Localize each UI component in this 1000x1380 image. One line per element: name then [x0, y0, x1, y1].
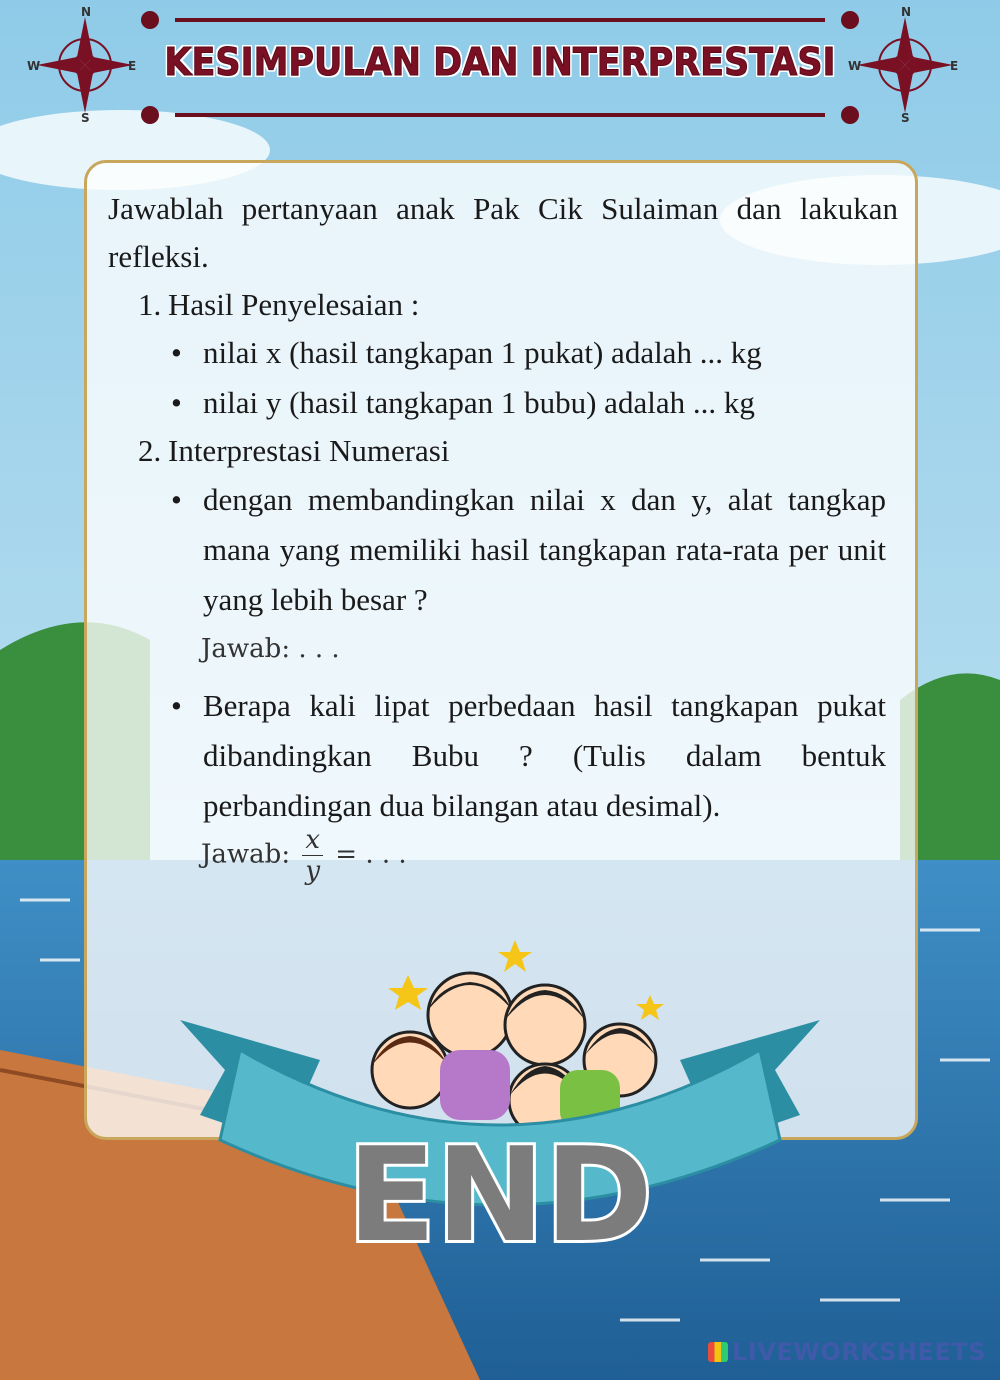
- compass-letter-n-right: N: [901, 5, 912, 19]
- liveworksheets-logo: LIVEWORKSHEETS: [708, 1338, 986, 1366]
- bullet-icon: •: [171, 385, 182, 420]
- bullet-icon: •: [171, 688, 182, 723]
- section-1: [108, 281, 898, 427]
- compass-letter-s-left: S: [81, 111, 90, 125]
- list-item: • dengan membandingkan nilai x dan y, alat tangkap mana yang memiliki hasil tangkapan rata-rata per unit yang lebih besar ?: [108, 475, 898, 625]
- bullet-icon: •: [171, 482, 182, 517]
- section-number: 1.: [138, 287, 162, 322]
- compass-letter-n-left: N: [81, 5, 92, 19]
- bullet-icon: •: [171, 335, 182, 370]
- section-title: Interprestasi Numerasi: [168, 433, 450, 468]
- section-2: [108, 427, 898, 886]
- compass-letter-s-right: S: [901, 111, 910, 125]
- liveworksheets-icon: [708, 1342, 728, 1362]
- answer-field-2[interactable]: Jawab: $\frac{x}{y}$ = . . .: [201, 825, 407, 886]
- compass-letter-w-left: W: [27, 59, 41, 73]
- end-banner-illustration: [0, 940, 1000, 1270]
- end-banner-text: END: [347, 1119, 653, 1270]
- compass-letter-e-right: E: [950, 59, 959, 73]
- section-title: Hasil Penyelesaian :: [168, 287, 420, 322]
- list-item: • Berapa kali lipat perbedaan hasil tangkapan pukat dibandingkan Bubu ? (Tulis dalam bentuk perbandingan dua bilangan atau desimal).: [108, 681, 898, 831]
- page-title: KESIMPULAN DAN INTERPRESTASI: [164, 40, 836, 84]
- list-item: • nilai x (hasil tangkapan 1 pukat) adalah ... kg: [108, 329, 898, 377]
- children-group-illustration: [372, 940, 664, 1136]
- fraction-x-over-y: $\frac{x}{y}$: [302, 825, 323, 886]
- list-item: • nilai y (hasil tangkapan 1 bubu) adalah ... kg: [108, 379, 898, 427]
- compass-letter-e-left: E: [128, 59, 137, 73]
- compass-letter-w-right: W: [848, 59, 862, 73]
- answer-field-1[interactable]: Jawab: . . .: [201, 634, 340, 664]
- worksheet-content: [108, 185, 898, 886]
- section-number: 2.: [138, 433, 162, 468]
- instructions-text: Jawablah pertanyaan anak Pak Cik Sulaiman dan lakukan refleksi.: [108, 191, 898, 274]
